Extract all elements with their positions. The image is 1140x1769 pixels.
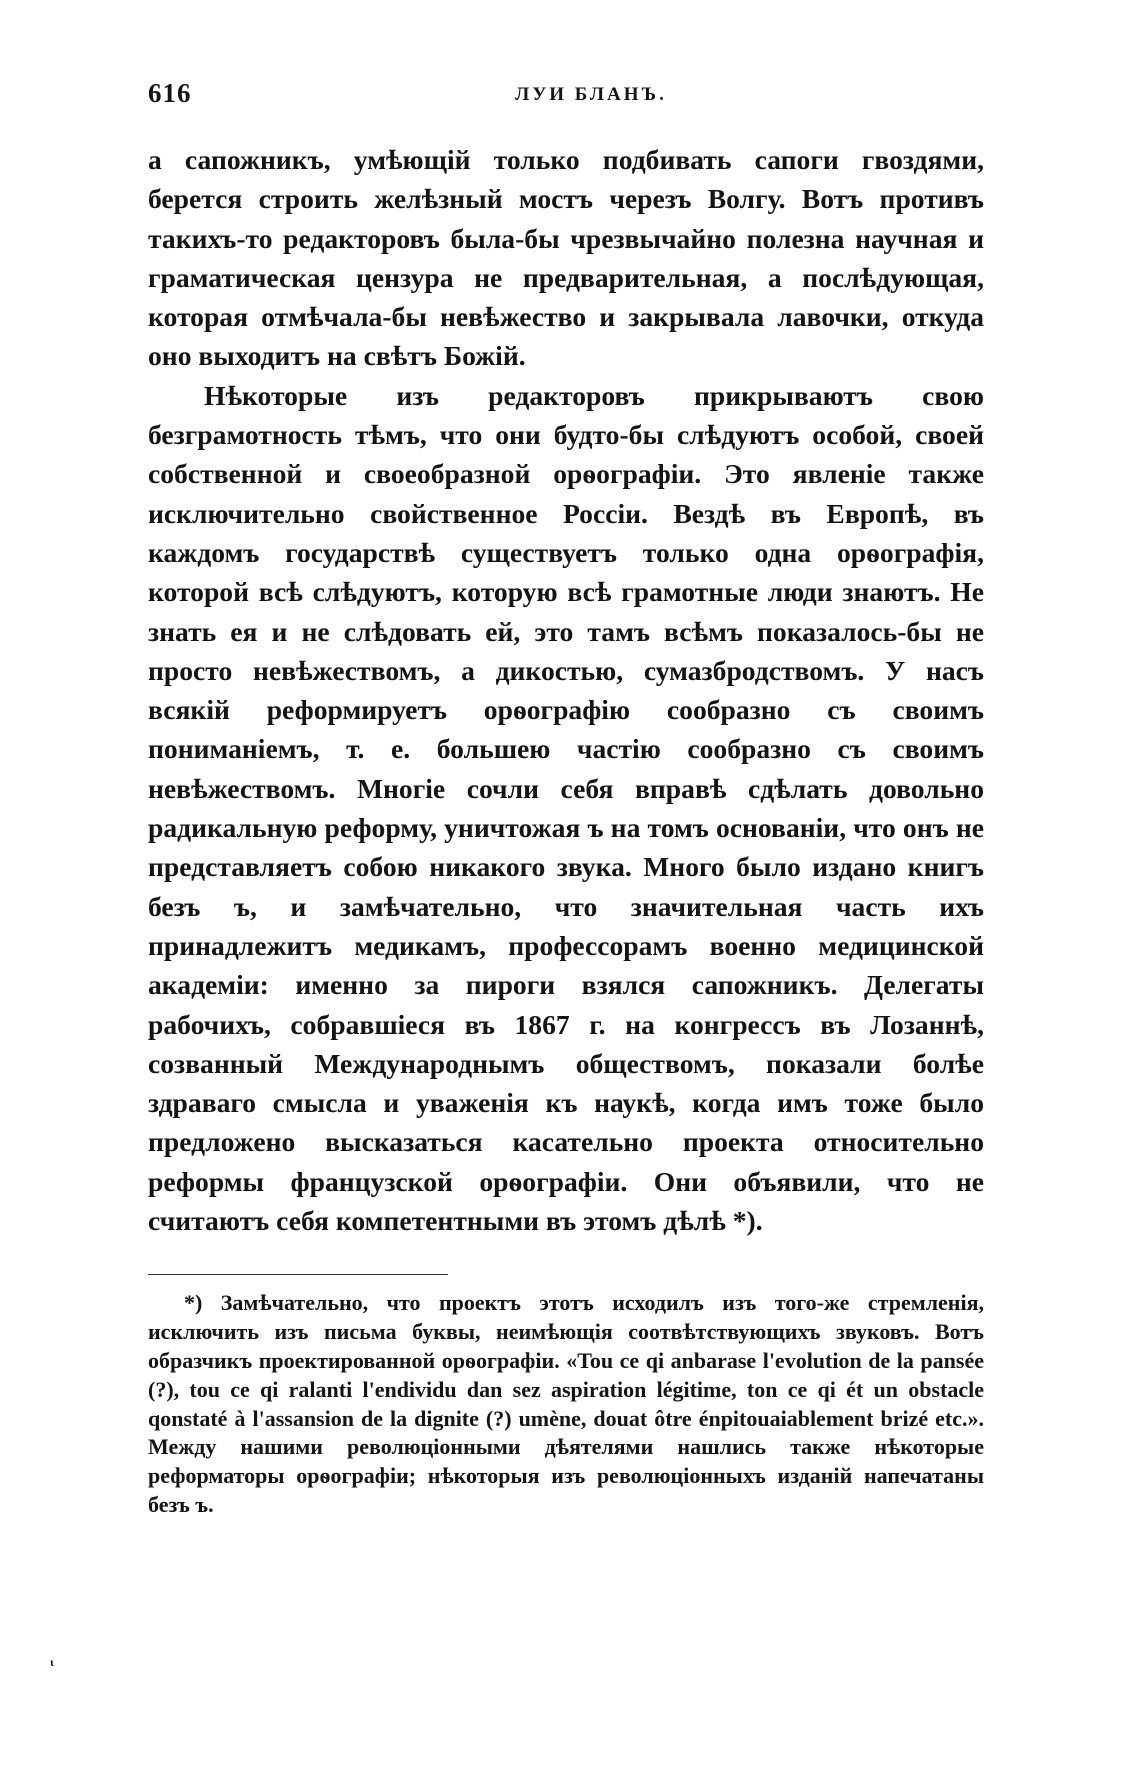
running-head bbox=[148, 78, 984, 118]
page-number: 616 bbox=[148, 78, 192, 108]
book-page bbox=[148, 78, 984, 1520]
footnote: *) Замѣчательно, что проектъ этотъ исходилъ изъ того-же стремленія, исключить изъ письма буквы, неимѣющія соотвѣтствующихъ звуковъ. Вотъ образчикъ проектированной орѳографіи. «Tou ce qi anbarase l'evolution de la pansée (?), tou ce qi ralanti l'endividu dan sez aspiration légitime, ton ce qi ét un obstacle qonstaté à l'assansion de la dignite (?) umène, douat ôtre énpitouaiablement brizé etc.». Между нашими революціонными дѣятелями нашлись также нѣкоторые реформаторы орѳографіи; нѣкоторыя изъ революціонныхъ изданій напечатаны безъ ъ. bbox=[148, 1290, 984, 1517]
footnote-separator bbox=[148, 1274, 448, 1275]
paragraph-orthography: Нѣкоторые изъ редакторовъ прикрываютъ свою безграмотность тѣмъ, что они будто-бы слѣдуютъ особой, своей собственной и своеобразной орѳографіи. Это явленіе также исключительно свойственное Россіи. Вездѣ въ Европѣ, въ каждомъ государствѣ существуетъ только одна орѳографія, которой всѣ слѣдуютъ, которую всѣ грамотные люди знаютъ. Не знать ея и не слѣдовать ей, это тамъ всѣмъ показалось-бы не просто невѣжествомъ, а дикостью, сумазбродствомъ. У насъ всякій реформируетъ орѳографію сообразно съ своимъ пониманіемъ, т. е. большею частію сообразно съ своимъ невѣжествомъ. Многіе сочли себя вправѣ сдѣлать довольно радикальную реформу, уничтожая ъ на томъ основаніи, что онъ не представляетъ собою никакого звука. Много было издано книгъ безъ ъ, и замѣчательно, что значительная часть ихъ принадлежитъ медикамъ, профессорамъ военно медицинской академіи: именно за пироги взялся сапожникъ. Делегаты рабочихъ, собравшіеся въ 1867 г. на конгрессъ въ Лозаннѣ, созванный Международнымъ обществомъ, показали болѣе здраваго смысла и уваженія къ наукѣ, когда имъ тоже было предложено высказаться касательно проекта относительно реформы французской орѳографіи. Они объявили, что не считаютъ себя компетентными въ этомъ дѣлѣ *). bbox=[148, 379, 984, 1237]
running-title: ЛУИ БЛАНЪ. bbox=[515, 84, 667, 105]
paragraph-continuation: а сапожникъ, умѣющій только подбивать сапоги гвоздями, берется строить желѣзный мостъ черезъ Волгу. Вотъ противъ такихъ-то редакторовъ была-бы чрезвычайно полезна научная и граматическая цензура не предварительная, а послѣдующая, которая отмѣчала-бы невѣжество и закрывала лавочки, откуда оно выходитъ на свѣтъ Божій. bbox=[148, 144, 984, 372]
stray-mark: ι bbox=[50, 1655, 54, 1669]
body-text bbox=[148, 140, 984, 1240]
